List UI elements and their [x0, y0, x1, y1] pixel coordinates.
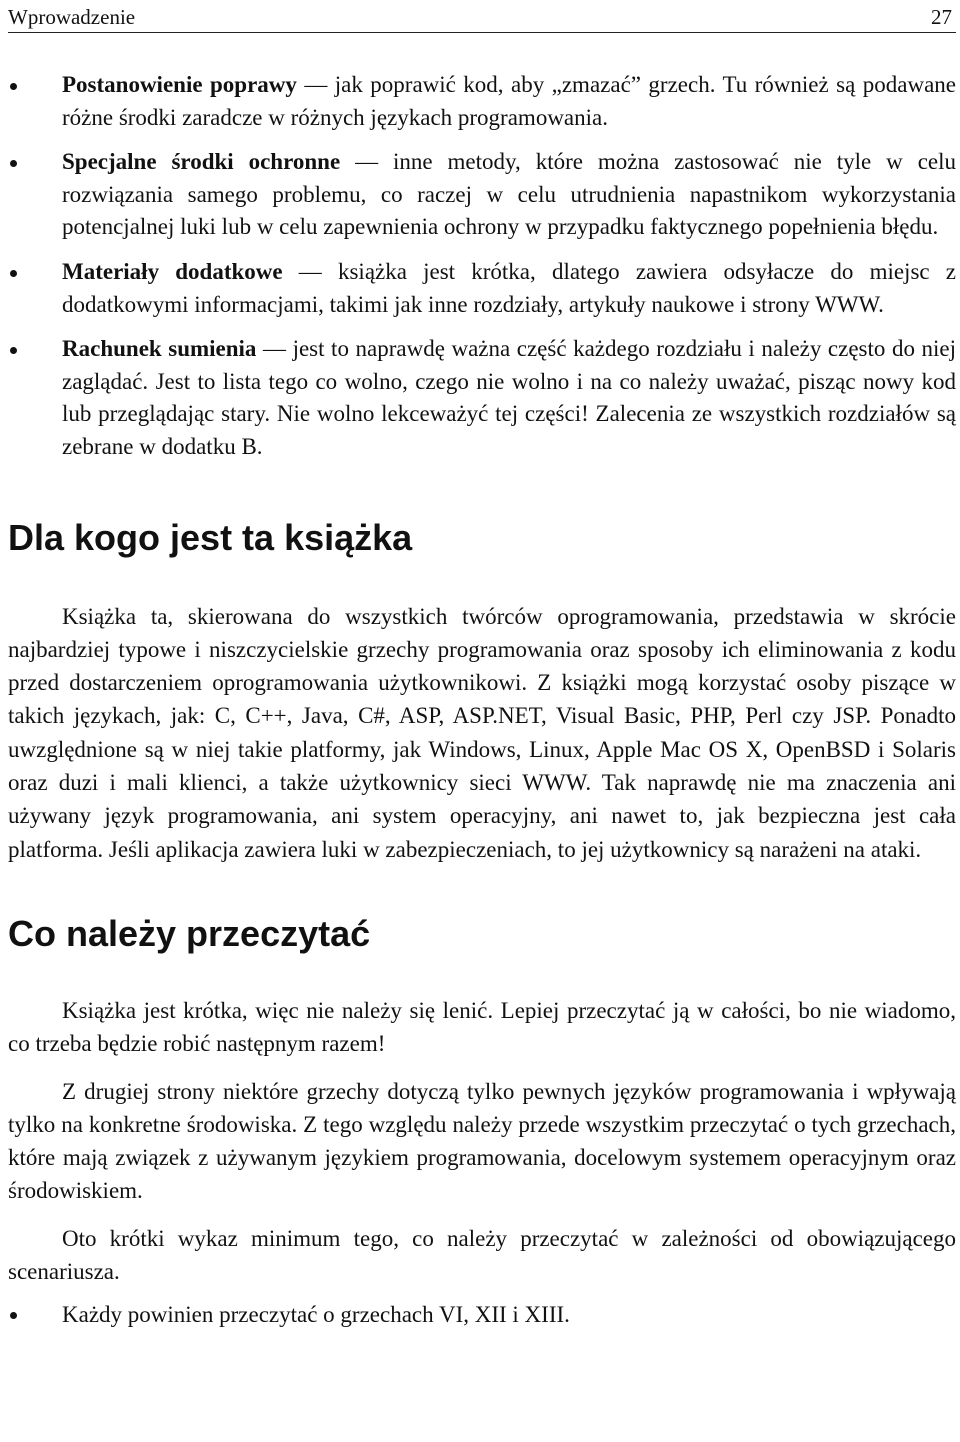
running-header — [8, 0, 956, 33]
em-dash: — — [263, 336, 293, 362]
list-item-term: Specjalne środki ochronne — [62, 149, 341, 175]
list-item-term: Rachunek sumienia — [62, 336, 257, 362]
section-heading-reading: Co należy przeczytać — [8, 912, 371, 954]
reading-list — [8, 1298, 956, 1331]
reading-paragraph-1: Książka jest krótka, więc nie należy się lenić. Lepiej przeczytać ją w całości, bo nie wiadomo, co trzeba będzie robić następnym razem! — [8, 997, 956, 1057]
list-item-text: Każdy powinien przeczytać o grzechach VI, XII i XIII. — [62, 1302, 570, 1328]
list-item — [8, 146, 956, 244]
reading-paragraph-3: Oto krótki wykaz minimum tego, co należy przeczytać w zależności od obowiązującego scenariusza. — [8, 1225, 956, 1284]
list-item-term: Postanowienie poprawy — [62, 72, 297, 97]
list-item-term: Materiały dodatkowe — [62, 258, 283, 284]
em-dash: — — [298, 258, 338, 284]
book-page — [8, 0, 956, 1331]
list-item — [8, 1298, 956, 1331]
section-title: Wprowadzenie — [8, 5, 136, 29]
bullet-icon — [10, 83, 17, 90]
audience-paragraph: Książka ta, skierowana do wszystkich twórców oprogramowania, przedstawia w skrócie najbardziej typowe i niszczycielskie grzechy programowania oraz sposoby ich eliminowania z kodu przed dostarczeniem oprogramowania użytkownikowi. Z książki mogą korzystać osoby piszące w takich językach, jak: C, C++, Java, C#, ASP, ASP.NET, Visual Basic, PHP, Perl czy JSP. Ponadto uwzględnione są w niej takie platformy, jak Windows, Linux, Apple Mac OS X, OpenBSD i Solaris oraz duzi i mali klienci, a także użytkownicy sieci WWW. Tak naprawdę nie ma znaczenia ani używany język programowania, ani system operacyjny, ani nawet to, jak bezpieczna jest cała platforma. Jeśli aplikacja zawiera luki w zabezpieczeniach, to jej użytkownicy są narażeni na ataki. — [8, 603, 956, 862]
page-number: 27 — [931, 5, 952, 29]
list-item — [8, 256, 956, 321]
reading-paragraph-2: Z drugiej strony niektóre grzechy dotyczą tylko pewnych języków programowania i wpływają tylko na konkretne środowiska. Z tego względu należy przede wszystkim przeczytać o tych grzechach, które mają związek z używanym językiem programowania, docelowym systemem operacyjnym oraz środowiskiem. — [8, 1078, 956, 1204]
section-heading-audience: Dla kogo jest ta książka — [8, 516, 413, 558]
list-item — [8, 333, 956, 463]
bullet-icon — [10, 270, 17, 277]
em-dash: — — [355, 149, 394, 175]
list-item — [8, 69, 956, 134]
bullet-icon — [10, 160, 17, 167]
list-item-text: jest to naprawdę ważna część każdego rozdziału i należy często do niej zaglądać. Jest to lista tego co wolno, czego nie wolno i na co należy uważać, pisząc nowy kod lub przeglądając stary. Nie wolno lekceważyć tej części! Zalecenia ze wszystkich rozdziałów są zebrane w dodatku B. — [62, 336, 957, 459]
list-item-text: inne metody, które można zastosować nie tyle w celu rozwiązania samego problemu, co raczej w celu utrudnienia napastnikom wykorzystania potencjalnej luki lub w celu zapewnienia ochrony w przypadku faktycznego popełnienia błędu. — [62, 149, 957, 240]
list-item-text: książka jest krótka, dlatego zawiera odsyłacze do miejsc z dodatkowymi informacjami, takimi jak inne rozdziały, artykuły naukowe i strony WWW. — [62, 258, 956, 317]
bullet-icon — [10, 1312, 17, 1319]
em-dash: — — [304, 72, 335, 97]
list-item-text: jak poprawić kod, aby „zmazać” grzech. Tu również są podawane różne środki zaradcze w różnych językach programowania. — [62, 72, 956, 130]
bullet-icon — [10, 347, 17, 354]
chapter-structure-list — [8, 69, 956, 464]
